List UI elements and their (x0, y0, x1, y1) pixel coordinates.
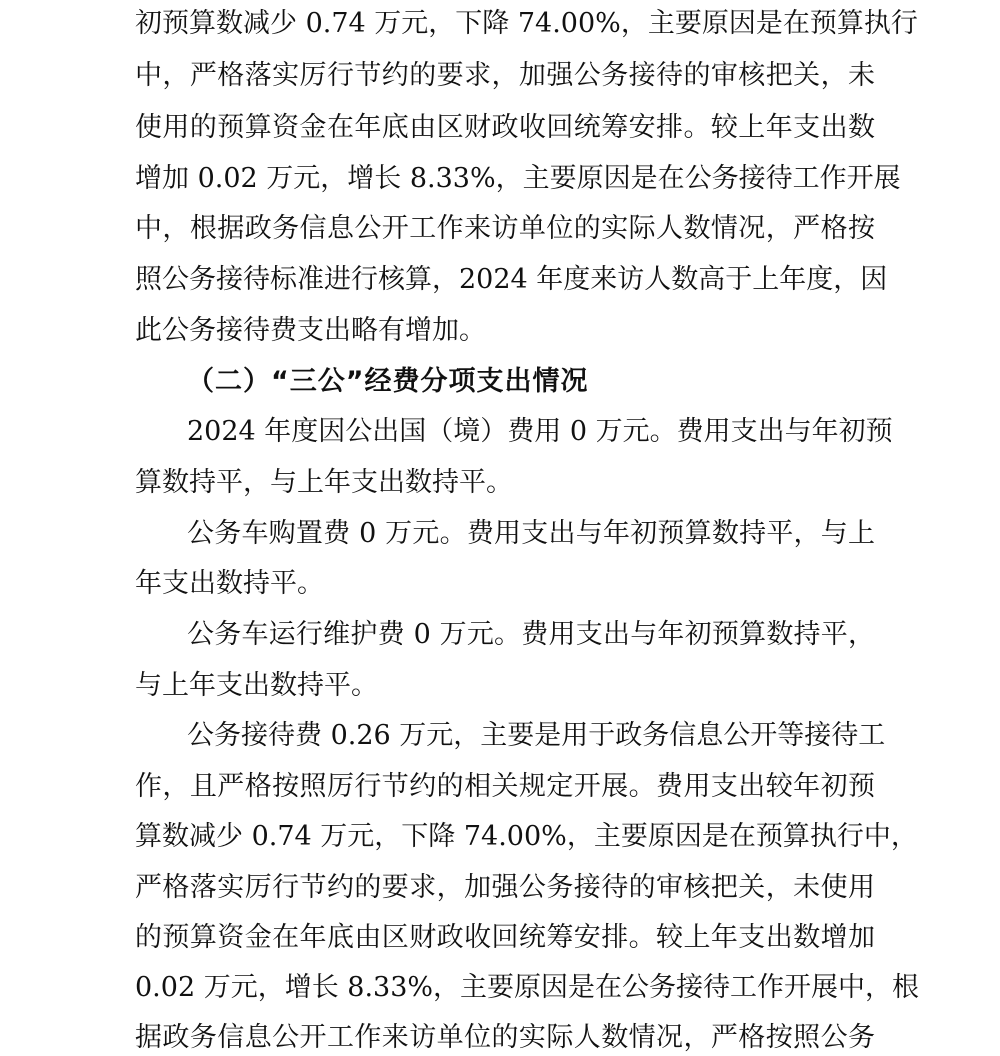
paragraph-line: 初预算数减少 0.74 万元，下降 74.00%，主要原因是在预算执行 (135, 8, 918, 39)
paragraph-line: 年支出数持平。 (135, 568, 324, 599)
paragraph-line: 照公务接待标准进行核算，2024 年度来访人数高于上年度，因 (135, 264, 888, 295)
paragraph-line: 据政务信息公开工作来访单位的实际人数情况，严格按照公务 (135, 1022, 875, 1053)
paragraph-line: 公务车购置费 0 万元。费用支出与年初预算数持平，与上 (187, 518, 875, 549)
paragraph-line: 中，严格落实厉行节约的要求，加强公务接待的审核把关，未 (135, 60, 875, 91)
paragraph-line: 算数持平，与上年支出数持平。 (135, 467, 513, 498)
paragraph-line: 2024 年度因公出国（境）费用 0 万元。费用支出与年初预 (187, 416, 893, 447)
paragraph-line: 公务车运行维护费 0 万元。费用支出与年初预算数持平， (187, 619, 875, 650)
paragraph-line: 严格落实厉行节约的要求，加强公务接待的审核把关，未使用 (135, 872, 875, 903)
paragraph-line: 此公务接待费支出略有增加。 (135, 315, 486, 346)
paragraph-line: 0.02 万元，增长 8.33%，主要原因是在公务接待工作开展中，根 (135, 972, 920, 1003)
paragraph-line: 使用的预算资金在年底由区财政收回统筹安排。较上年支出数 (135, 112, 875, 143)
paragraph-line: 算数减少 0.74 万元，下降 74.00%，主要原因是在预算执行中， (135, 821, 918, 852)
paragraph-line: 作，且严格按照厉行节约的相关规定开展。费用支出较年初预 (135, 771, 875, 802)
paragraph-line: 增加 0.02 万元，增长 8.33%，主要原因是在公务接待工作开展 (135, 163, 901, 194)
section-heading: （二）“三公”经费分项支出情况 (187, 366, 589, 397)
paragraph-line: 与上年支出数持平。 (135, 670, 378, 701)
paragraph-line: 的预算资金在年底由区财政收回统筹安排。较上年支出数增加 (135, 922, 875, 953)
paragraph-line: 中，根据政务信息公开工作来访单位的实际人数情况，严格按 (135, 213, 875, 244)
paragraph-line: 公务接待费 0.26 万元，主要是用于政务信息公开等接待工 (187, 720, 886, 751)
